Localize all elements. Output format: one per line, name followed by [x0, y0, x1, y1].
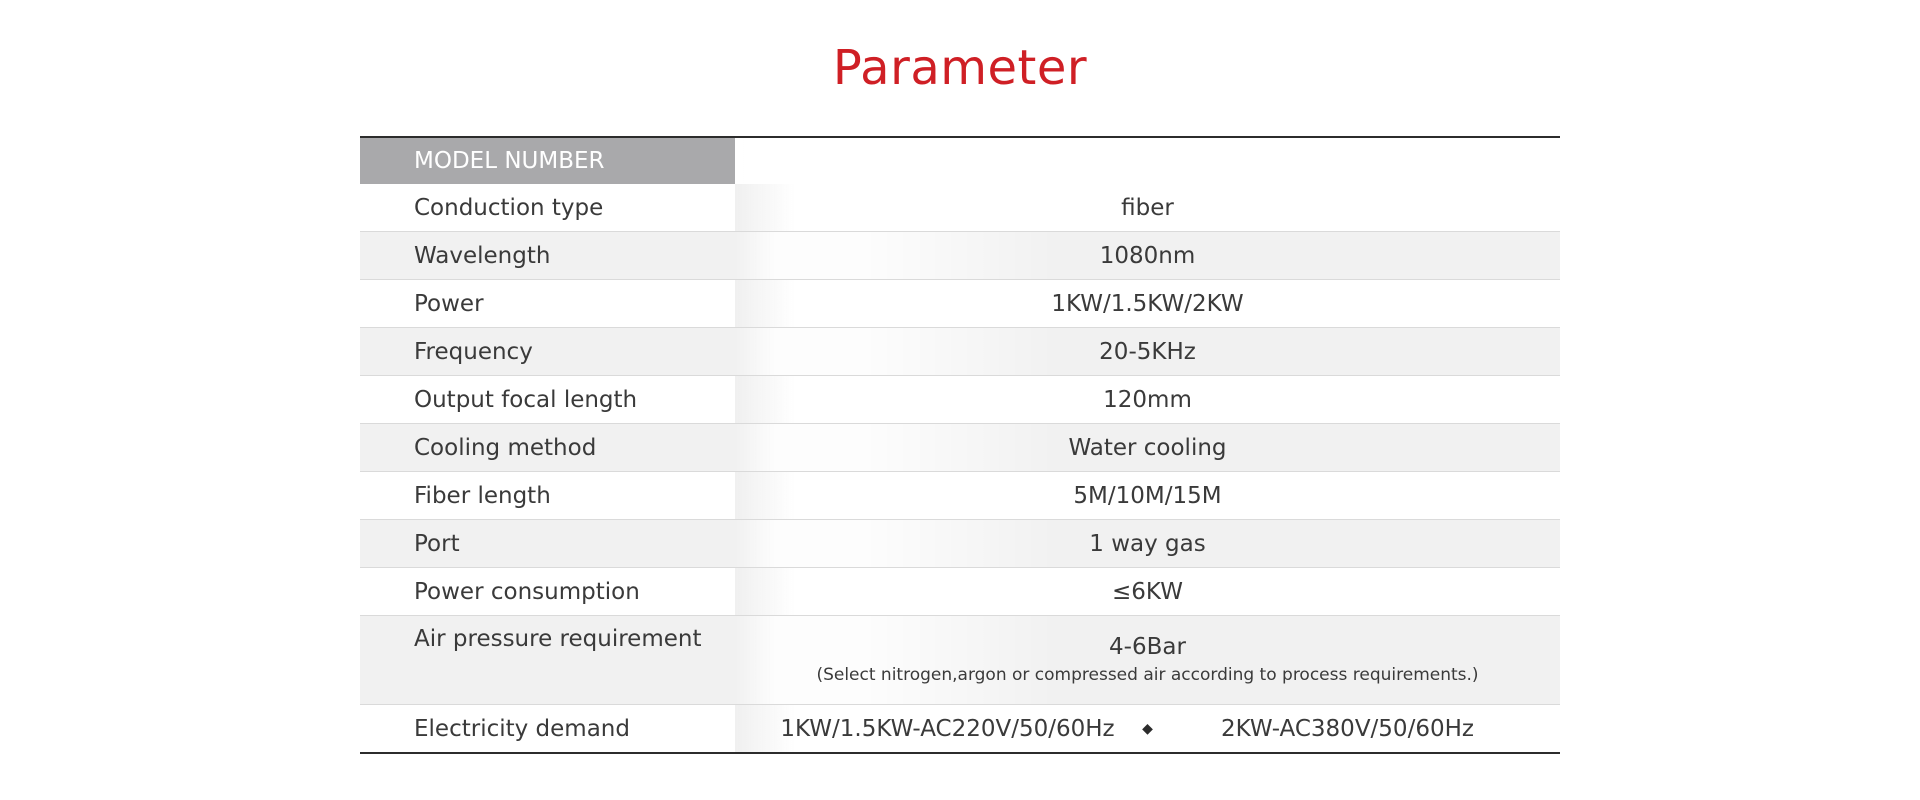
row-label: Conduction type — [360, 184, 735, 232]
row-value: 1KW/1.5KW/2KW — [735, 280, 1560, 328]
table-row — [360, 184, 1560, 232]
parameter-table — [360, 136, 1560, 754]
row-value-option-2: 2KW-AC380V/50/60Hz — [1221, 715, 1474, 742]
table-row — [360, 280, 1560, 328]
page-title: Parameter — [832, 40, 1088, 96]
row-label: Electricity demand — [360, 705, 735, 754]
row-value: 1 way gas — [735, 520, 1560, 568]
table-row — [360, 568, 1560, 616]
table-row — [360, 376, 1560, 424]
row-label: Output focal length — [360, 376, 735, 424]
table-row — [360, 328, 1560, 376]
table-row — [360, 472, 1560, 520]
row-value-option-1: 1KW/1.5KW-AC220V/50/60Hz — [780, 715, 1115, 742]
table-row — [360, 520, 1560, 568]
row-label: Port — [360, 520, 735, 568]
table-row — [360, 232, 1560, 280]
row-value: 4-6Bar — [1109, 634, 1186, 660]
header-model-value: SMART - HW — [735, 137, 1560, 184]
diamond-separator-icon: ◆ — [1142, 720, 1153, 737]
row-value: 20-5KHz — [735, 328, 1560, 376]
table-row — [360, 424, 1560, 472]
row-split-value — [735, 705, 1560, 754]
row-label: Cooling method — [360, 424, 735, 472]
row-note: (Select nitrogen,argon or compressed air according to process requirements.) — [816, 665, 1479, 685]
table-row — [360, 616, 1560, 705]
table-header-row — [360, 137, 1560, 184]
row-label: Power — [360, 280, 735, 328]
row-label: Power consumption — [360, 568, 735, 616]
row-value: fiber — [735, 184, 1560, 232]
row-label: Wavelength — [360, 232, 735, 280]
row-value: 5M/10M/15M — [735, 472, 1560, 520]
row-value: ≤6KW — [735, 568, 1560, 616]
row-label: Frequency — [360, 328, 735, 376]
row-value: 1080nm — [735, 232, 1560, 280]
row-label: Air pressure requirement — [360, 616, 735, 705]
row-label: Fiber length — [360, 472, 735, 520]
row-value: 120mm — [735, 376, 1560, 424]
row-value: Water cooling — [735, 424, 1560, 472]
row-value-with-note — [735, 616, 1560, 705]
table-row — [360, 705, 1560, 754]
header-label: MODEL NUMBER — [360, 137, 735, 184]
